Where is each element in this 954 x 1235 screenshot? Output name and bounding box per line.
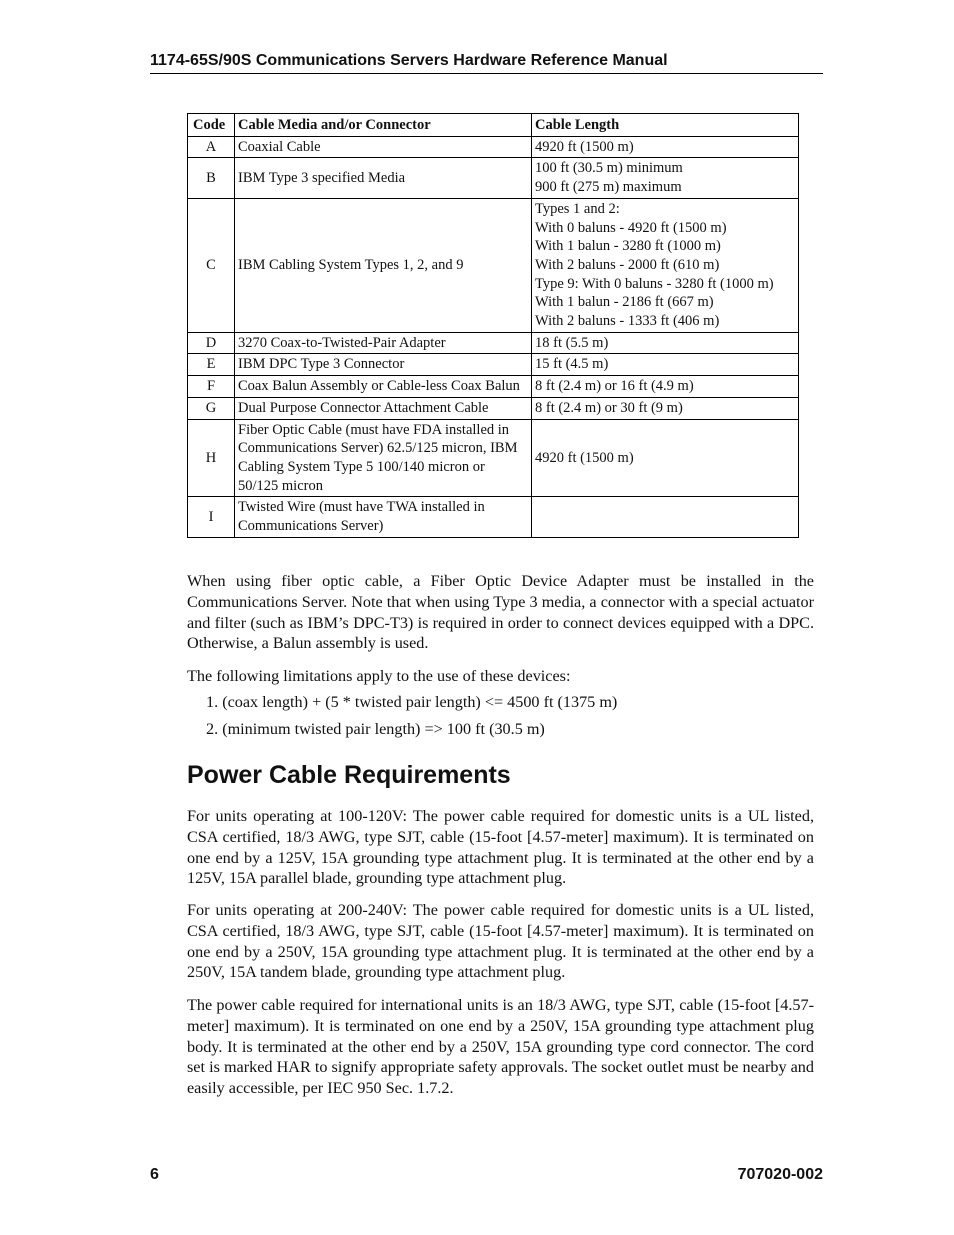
cell-length-line: 8 ft (2.4 m) or 30 ft (9 m) xyxy=(535,399,683,416)
cell-length-line: 15 ft (4.5 m) xyxy=(535,356,609,373)
table-row xyxy=(188,158,799,198)
cell-length-line: Types 1 and 2: xyxy=(535,200,620,217)
cell-code: C xyxy=(188,198,235,332)
table-row xyxy=(188,397,799,419)
table-row xyxy=(188,497,799,537)
cell-media: Dual Purpose Connector Attachment Cable xyxy=(235,397,532,419)
table-row xyxy=(188,136,799,158)
cell-length xyxy=(532,136,799,158)
table-row xyxy=(188,376,799,398)
cell-length-line: With 2 baluns - 2000 ft (610 m) xyxy=(535,256,720,273)
column-header-media: Cable Media and/or Connector xyxy=(235,114,532,137)
cell-media: Twisted Wire (must have TWA installed in Communications Server) xyxy=(235,497,532,537)
column-header-length: Cable Length xyxy=(532,114,799,137)
cell-length xyxy=(532,354,799,376)
table-row xyxy=(188,332,799,354)
cell-media: 3270 Coax-to-Twisted-Pair Adapter xyxy=(235,332,532,354)
cell-code: F xyxy=(188,376,235,398)
column-header-code: Code xyxy=(188,114,235,137)
cell-length xyxy=(532,158,799,198)
cell-length-line: 900 ft (275 m) maximum xyxy=(535,179,682,196)
cell-media: Fiber Optic Cable (must have FDA installed in Communications Server) 62.5/125 micron, IBM Cabling System Type 5 100/140 micron or 50/125 micron xyxy=(235,419,532,497)
table-header-row xyxy=(188,114,799,137)
paragraph-200-240v: For units operating at 200-240V: The power cable required for domestic units is a UL listed, CSA certified, 18/3 AWG, type SJT, cable (15-foot [4.57-meter] maximum). It is terminated on one end by a 250V, 15A grounding type attachment plug. It is terminated at the other end by a 250V, 15A tandem blade, grounding type attachment plug. xyxy=(187,901,814,982)
limitation-item-2: 2. (minimum twisted pair length) => 100 ft (30.5 m) xyxy=(206,720,545,738)
limitations-intro: The following limitations apply to the use of these devices: xyxy=(187,667,571,685)
cell-code: D xyxy=(188,332,235,354)
cell-length xyxy=(532,397,799,419)
cell-length xyxy=(532,198,799,332)
cell-code: B xyxy=(188,158,235,198)
paragraph-international: The power cable required for international units is an 18/3 AWG, type SJT, cable (15-foot [4.57-meter] maximum). It is terminated on one end by a 250V, 15A grounding type attachment plug body. It is terminated at the other end by a 250V, 15A grounding type cord connector. The cord set is marked HAR to signify appropriate safety approvals. The socket outlet must be nearby and easily accessible, per IEC 950 Sec. 1.7.2. xyxy=(187,996,814,1098)
header-rule xyxy=(150,73,823,74)
running-header: 1174-65S/90S Communications Servers Hardware Reference Manual xyxy=(150,52,668,69)
cell-code: G xyxy=(188,397,235,419)
cell-length xyxy=(532,376,799,398)
table-row xyxy=(188,354,799,376)
cell-length-line: With 0 baluns - 4920 ft (1500 m) xyxy=(535,219,727,236)
cell-code: E xyxy=(188,354,235,376)
cell-length-line: With 2 baluns - 1333 ft (406 m) xyxy=(535,313,720,330)
cell-media: Coax Balun Assembly or Cable-less Coax Balun xyxy=(235,376,532,398)
cell-code: I xyxy=(188,497,235,537)
document-number: 707020-002 xyxy=(737,1166,823,1183)
cell-length-line: Type 9: With 0 baluns - 3280 ft (1000 m) xyxy=(535,275,774,292)
cell-length-line: 8 ft (2.4 m) or 16 ft (4.9 m) xyxy=(535,378,694,395)
cell-media: IBM Cabling System Types 1, 2, and 9 xyxy=(235,198,532,332)
fiber-optic-paragraph: When using fiber optic cable, a Fiber Optic Device Adapter must be installed in the Communications Server. Note that when using Type 3 media, a connector with a special actuator and filter (such as IBM’s DPC-T3) is required in order to connect devices equipped with a DPC. Otherwise, a Balun assembly is used. xyxy=(187,572,814,653)
cell-code: H xyxy=(188,419,235,497)
cell-media: Coaxial Cable xyxy=(235,136,532,158)
limitation-item-1: 1. (coax length) + (5 * twisted pair length) <= 4500 ft (1375 m) xyxy=(206,693,618,711)
cell-length xyxy=(532,332,799,354)
cell-length-line: With 1 balun - 2186 ft (667 m) xyxy=(535,294,714,311)
page-number: 6 xyxy=(150,1166,159,1183)
cell-media: IBM Type 3 specified Media xyxy=(235,158,532,198)
cell-length-line: 18 ft (5.5 m) xyxy=(535,334,609,351)
cell-media: IBM DPC Type 3 Connector xyxy=(235,354,532,376)
paragraph-100-120v: For units operating at 100-120V: The power cable required for domestic units is a UL listed, CSA certified, 18/3 AWG, type SJT, cable (15-foot [4.57-meter] maximum). It is terminated on one end by a 125V, 15A grounding type attachment plug. It is terminated at the other end by a 125V, 15A parallel blade, grounding type attachment plug. xyxy=(187,807,814,888)
cell-length xyxy=(532,419,799,497)
cell-length-line: 4920 ft (1500 m) xyxy=(535,138,634,155)
cell-code: A xyxy=(188,136,235,158)
cell-length xyxy=(532,497,799,537)
section-heading: Power Cable Requirements xyxy=(187,761,511,789)
cable-table xyxy=(187,113,799,538)
table-row xyxy=(188,198,799,332)
cell-length-line: With 1 balun - 3280 ft (1000 m) xyxy=(535,238,721,255)
cell-length-line: 100 ft (30.5 m) minimum xyxy=(535,160,683,177)
cell-length-line: 4920 ft (1500 m) xyxy=(535,449,634,466)
table-row xyxy=(188,419,799,497)
